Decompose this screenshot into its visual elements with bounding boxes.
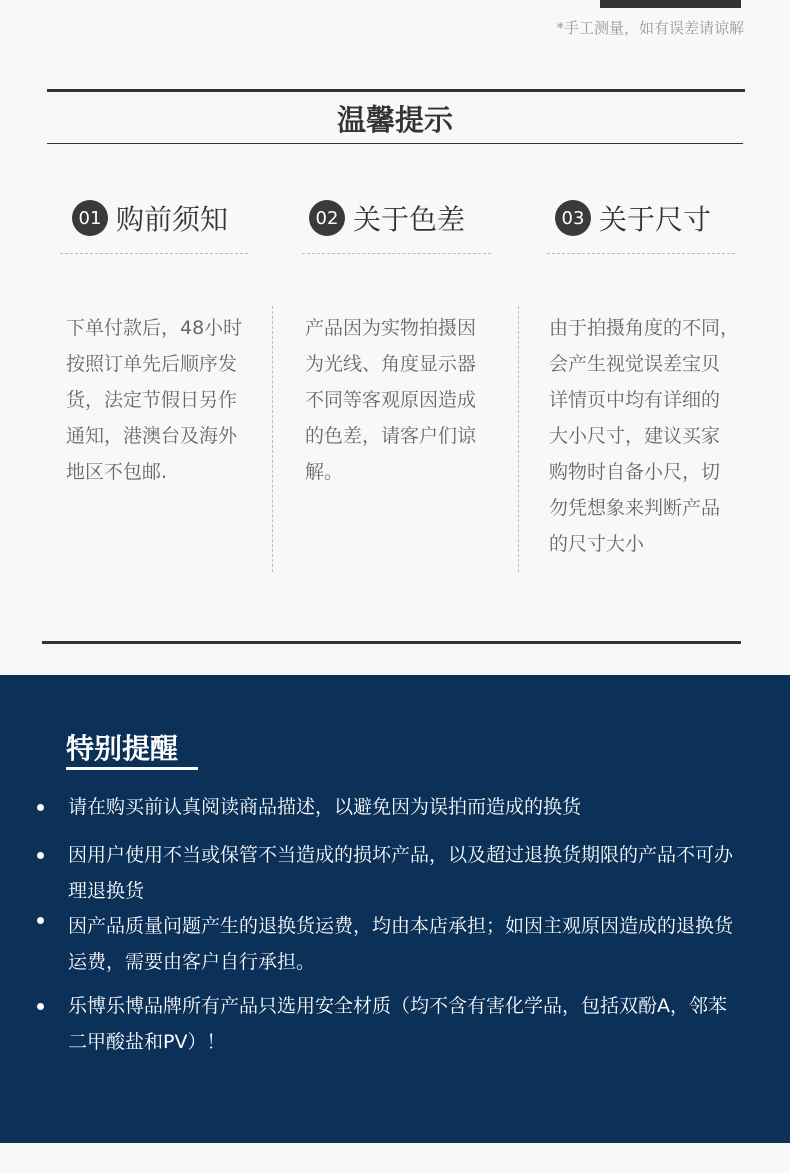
bullet-dot	[37, 917, 44, 924]
remind-title: 特别提醒	[66, 732, 179, 765]
column-2-header	[309, 198, 465, 238]
column-3-text: 由于拍摄角度的不同， 会产生视觉误差宝贝 详情页中均有详细的 大小尺寸，建议买家 购物时自备小尺，切 勿凭想象来判断产品 的尺寸大小	[549, 317, 740, 555]
bullet-dot	[37, 852, 44, 859]
number-badge: 02	[309, 200, 345, 236]
column-title: 购前须知	[116, 203, 229, 236]
bullet-dot	[37, 1003, 44, 1010]
hint-bottom-divider	[47, 143, 743, 144]
column-title: 关于尺寸	[599, 203, 712, 236]
remind-title-underline	[66, 767, 198, 770]
measure-note: *手工测量，如有误差请谅解	[556, 19, 744, 37]
column-title: 关于色差	[353, 203, 466, 236]
number-badge: 01	[72, 200, 108, 236]
dashed-divider	[547, 253, 735, 254]
column-2-text: 产品因为实物拍摄因 为光线、角度显示器 不同等客观原因造成 的色差，请客户们谅 解。	[305, 317, 477, 483]
hint-top-divider	[47, 89, 745, 92]
remind-item: 因产品质量问题产生的退换货运费，均由本店承担；如因主观原因造成的退换货运费，需要由客户自行承担。	[68, 915, 734, 973]
hint-title: 温馨提示	[336, 103, 453, 137]
vertical-dashed-divider	[518, 306, 519, 572]
dashed-divider	[302, 253, 491, 254]
number-badge: 03	[555, 200, 591, 236]
column-3-header	[555, 198, 711, 238]
top-bar-decoration	[600, 0, 741, 8]
dashed-divider	[60, 253, 248, 254]
column-1-text: 下单付款后，48小时 按照订单先后顺序发 货，法定节假日另作 通知，港澳台及海外 地区不包邮.	[66, 317, 243, 483]
bullet-dot	[37, 804, 44, 811]
vertical-dashed-divider	[272, 306, 273, 572]
remind-item: 因用户使用不当或保管不当造成的损坏产品，以及超过退换货期限的产品不可办理退换货	[68, 844, 734, 902]
section-divider	[42, 641, 741, 644]
remind-item: 乐博乐博品牌所有产品只选用安全材质（均不含有害化学品，包括双酚A，邻苯二甲酸盐和PV）！	[68, 995, 727, 1053]
column-1-header	[72, 198, 228, 238]
remind-item: 请在购买前认真阅读商品描述，以避免因为误拍而造成的换货	[68, 796, 582, 818]
